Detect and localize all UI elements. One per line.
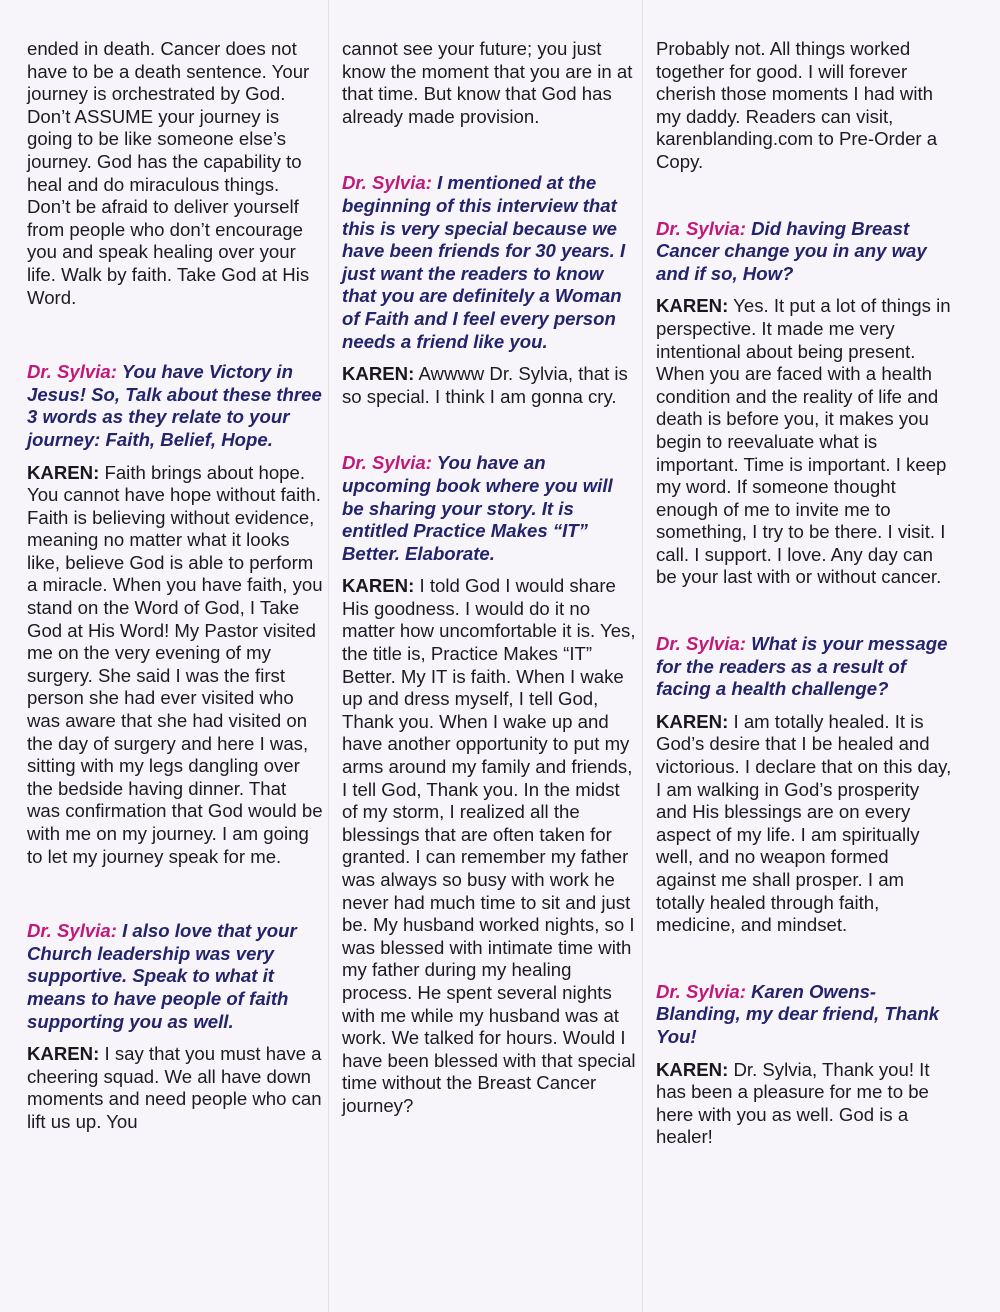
interviewer-label: Dr. Sylvia: bbox=[656, 980, 746, 1002]
answer-text: Probably not. All things worked together for good. I will forever cherish those moments I had with my daddy. Readers can visit, karenblanding.com to Pre-Order a Copy. bbox=[656, 38, 938, 172]
question-text: You have an upcoming book where you will be sharing your story. It is entitled Practice Makes “IT” Better. Elaborate. bbox=[342, 452, 613, 564]
answer-paragraph bbox=[656, 38, 952, 174]
answer-text: Awwww Dr. Sylvia, that is so special. I think I am gonna cry. bbox=[342, 363, 628, 407]
interviewer-label: Dr. Sylvia: bbox=[656, 217, 746, 239]
question-text: I mentioned at the beginning of this interview that this is very special because we have been friends for 30 years. I just want the readers to know that you are definitely a Woman of Faith and I feel every person needs a friend like you. bbox=[342, 172, 626, 352]
column-divider bbox=[642, 0, 643, 1312]
answer-text: cannot see your future; you just know the moment that you are in at that time. But know that God has already made provision. bbox=[342, 38, 633, 127]
column-2 bbox=[342, 38, 638, 1128]
answer-paragraph bbox=[27, 1043, 323, 1133]
question-paragraph bbox=[342, 452, 638, 565]
interviewer-label: Dr. Sylvia: bbox=[342, 452, 432, 474]
answer-paragraph bbox=[656, 295, 952, 589]
question-text: Did having Breast Cancer change you in any way and if so, How? bbox=[656, 217, 927, 284]
question-paragraph bbox=[27, 361, 323, 451]
answer-text: I am totally healed. It is God’s desire that I be healed and victorious. I declare that on this day, I am walking in God’s prosperity and His blessings are on every aspect of my life. I am spiritually well, and no weapon formed against me shall prosper. I am totally healed through faith, medicine, and mindset. bbox=[656, 710, 952, 936]
column-divider bbox=[328, 0, 329, 1312]
answer-text: I say that you must have a cheering squad. We all have down moments and need people who can lift us up. You bbox=[27, 1043, 322, 1132]
answer-text: ended in death. Cancer does not have to be a death sentence. Your journey is orchestrated by God. Don’t ASSUME your journey is going to be like someone else’s journey. God has the capability to heal and do miraculous things. Don’t be afraid to deliver yourself from people who don’t encourage you and speak healing over your life. Walk by faith. Take God at His Word. bbox=[27, 38, 310, 308]
column-1 bbox=[27, 38, 323, 1144]
answer-text: I told God I would share His goodness. I would do it no matter how uncomfortable it is. Yes, the title is, Practice Makes “IT” Better. My IT is faith. When I wake up and dress myself, I tell God, Thank you. When I wake up and have another opportunity to put my arms around my family and friends, I tell God, Thank you. In the midst of my storm, I realized all the blessings that are often taken for granted. I can remember my father was always so busy with work he never had much time to sit and just be. My husband worked nights, so I was blessed with intimate time with my father during my healing process. He spent several nights with me while my husband was at work. We talked for hours. Would I have been blessed with that special time without the Breast Cancer journey? bbox=[342, 575, 636, 1116]
answer-paragraph bbox=[656, 1059, 952, 1149]
answer-paragraph bbox=[27, 462, 323, 869]
interviewer-label: Dr. Sylvia: bbox=[27, 920, 117, 942]
speaker-label: KAREN: bbox=[656, 1058, 729, 1080]
answer-paragraph bbox=[342, 575, 638, 1117]
speaker-label: KAREN: bbox=[27, 1043, 100, 1065]
question-paragraph bbox=[656, 633, 952, 701]
speaker-label: KAREN: bbox=[27, 461, 100, 483]
answer-text: Yes. It put a lot of things in perspective. It made me very intentional about being present. When you are faced with a health condition and the reality of life and death is before you, it makes you begin to reevaluate what is important. Time is important. I keep my word. If someone thought enough of me to invite me to something, I try to be there. I visit. I call. I support. I love. Any day can be your last with or without cancer. bbox=[656, 295, 951, 588]
interviewer-label: Dr. Sylvia: bbox=[27, 361, 117, 383]
question-paragraph bbox=[656, 218, 952, 286]
speaker-label: KAREN: bbox=[342, 363, 415, 385]
answer-paragraph bbox=[656, 711, 952, 937]
speaker-label: KAREN: bbox=[656, 710, 729, 732]
question-text: You have Victory in Jesus! So, Talk about these three 3 words as they relate to your journey: Faith, Belief, Hope. bbox=[27, 361, 322, 450]
question-paragraph bbox=[342, 172, 638, 353]
question-text: I also love that your Church leadership was very supportive. Speak to what it means to have people of faith supporting you as well. bbox=[27, 920, 297, 1032]
question-text: What is your message for the readers as a result of facing a health challenge? bbox=[656, 633, 948, 700]
answer-paragraph bbox=[342, 363, 638, 408]
answer-text: Dr. Sylvia, Thank you! It has been a pleasure for me to be here with you as well. God is a healer! bbox=[656, 1058, 930, 1148]
interviewer-label: Dr. Sylvia: bbox=[342, 172, 432, 194]
speaker-label: KAREN: bbox=[342, 575, 415, 597]
answer-text: Faith brings about hope. You cannot have hope without faith. Faith is believing without evidence, meaning no matter what it looks like, believe God is able to perform a miracle. When you have faith, you stand on the Word of God, I Take God at His Word! My Pastor visited me on the very evening of my surgery. She said I was the first person she had ever visited who was aware that she had visited on the day of surgery and here I was, sitting with my legs dangling over the bedside having dinner. That was confirmation that God would be with me on my journey. I am going to let my journey speak for me. bbox=[27, 461, 323, 867]
question-text: Karen Owens-Blanding, my dear friend, Thank You! bbox=[656, 980, 940, 1047]
answer-paragraph bbox=[342, 38, 638, 128]
question-paragraph bbox=[656, 981, 952, 1049]
column-3 bbox=[656, 38, 952, 1159]
question-paragraph bbox=[27, 920, 323, 1033]
speaker-label: KAREN: bbox=[656, 295, 729, 317]
interviewer-label: Dr. Sylvia: bbox=[656, 633, 746, 655]
answer-paragraph bbox=[27, 38, 323, 309]
